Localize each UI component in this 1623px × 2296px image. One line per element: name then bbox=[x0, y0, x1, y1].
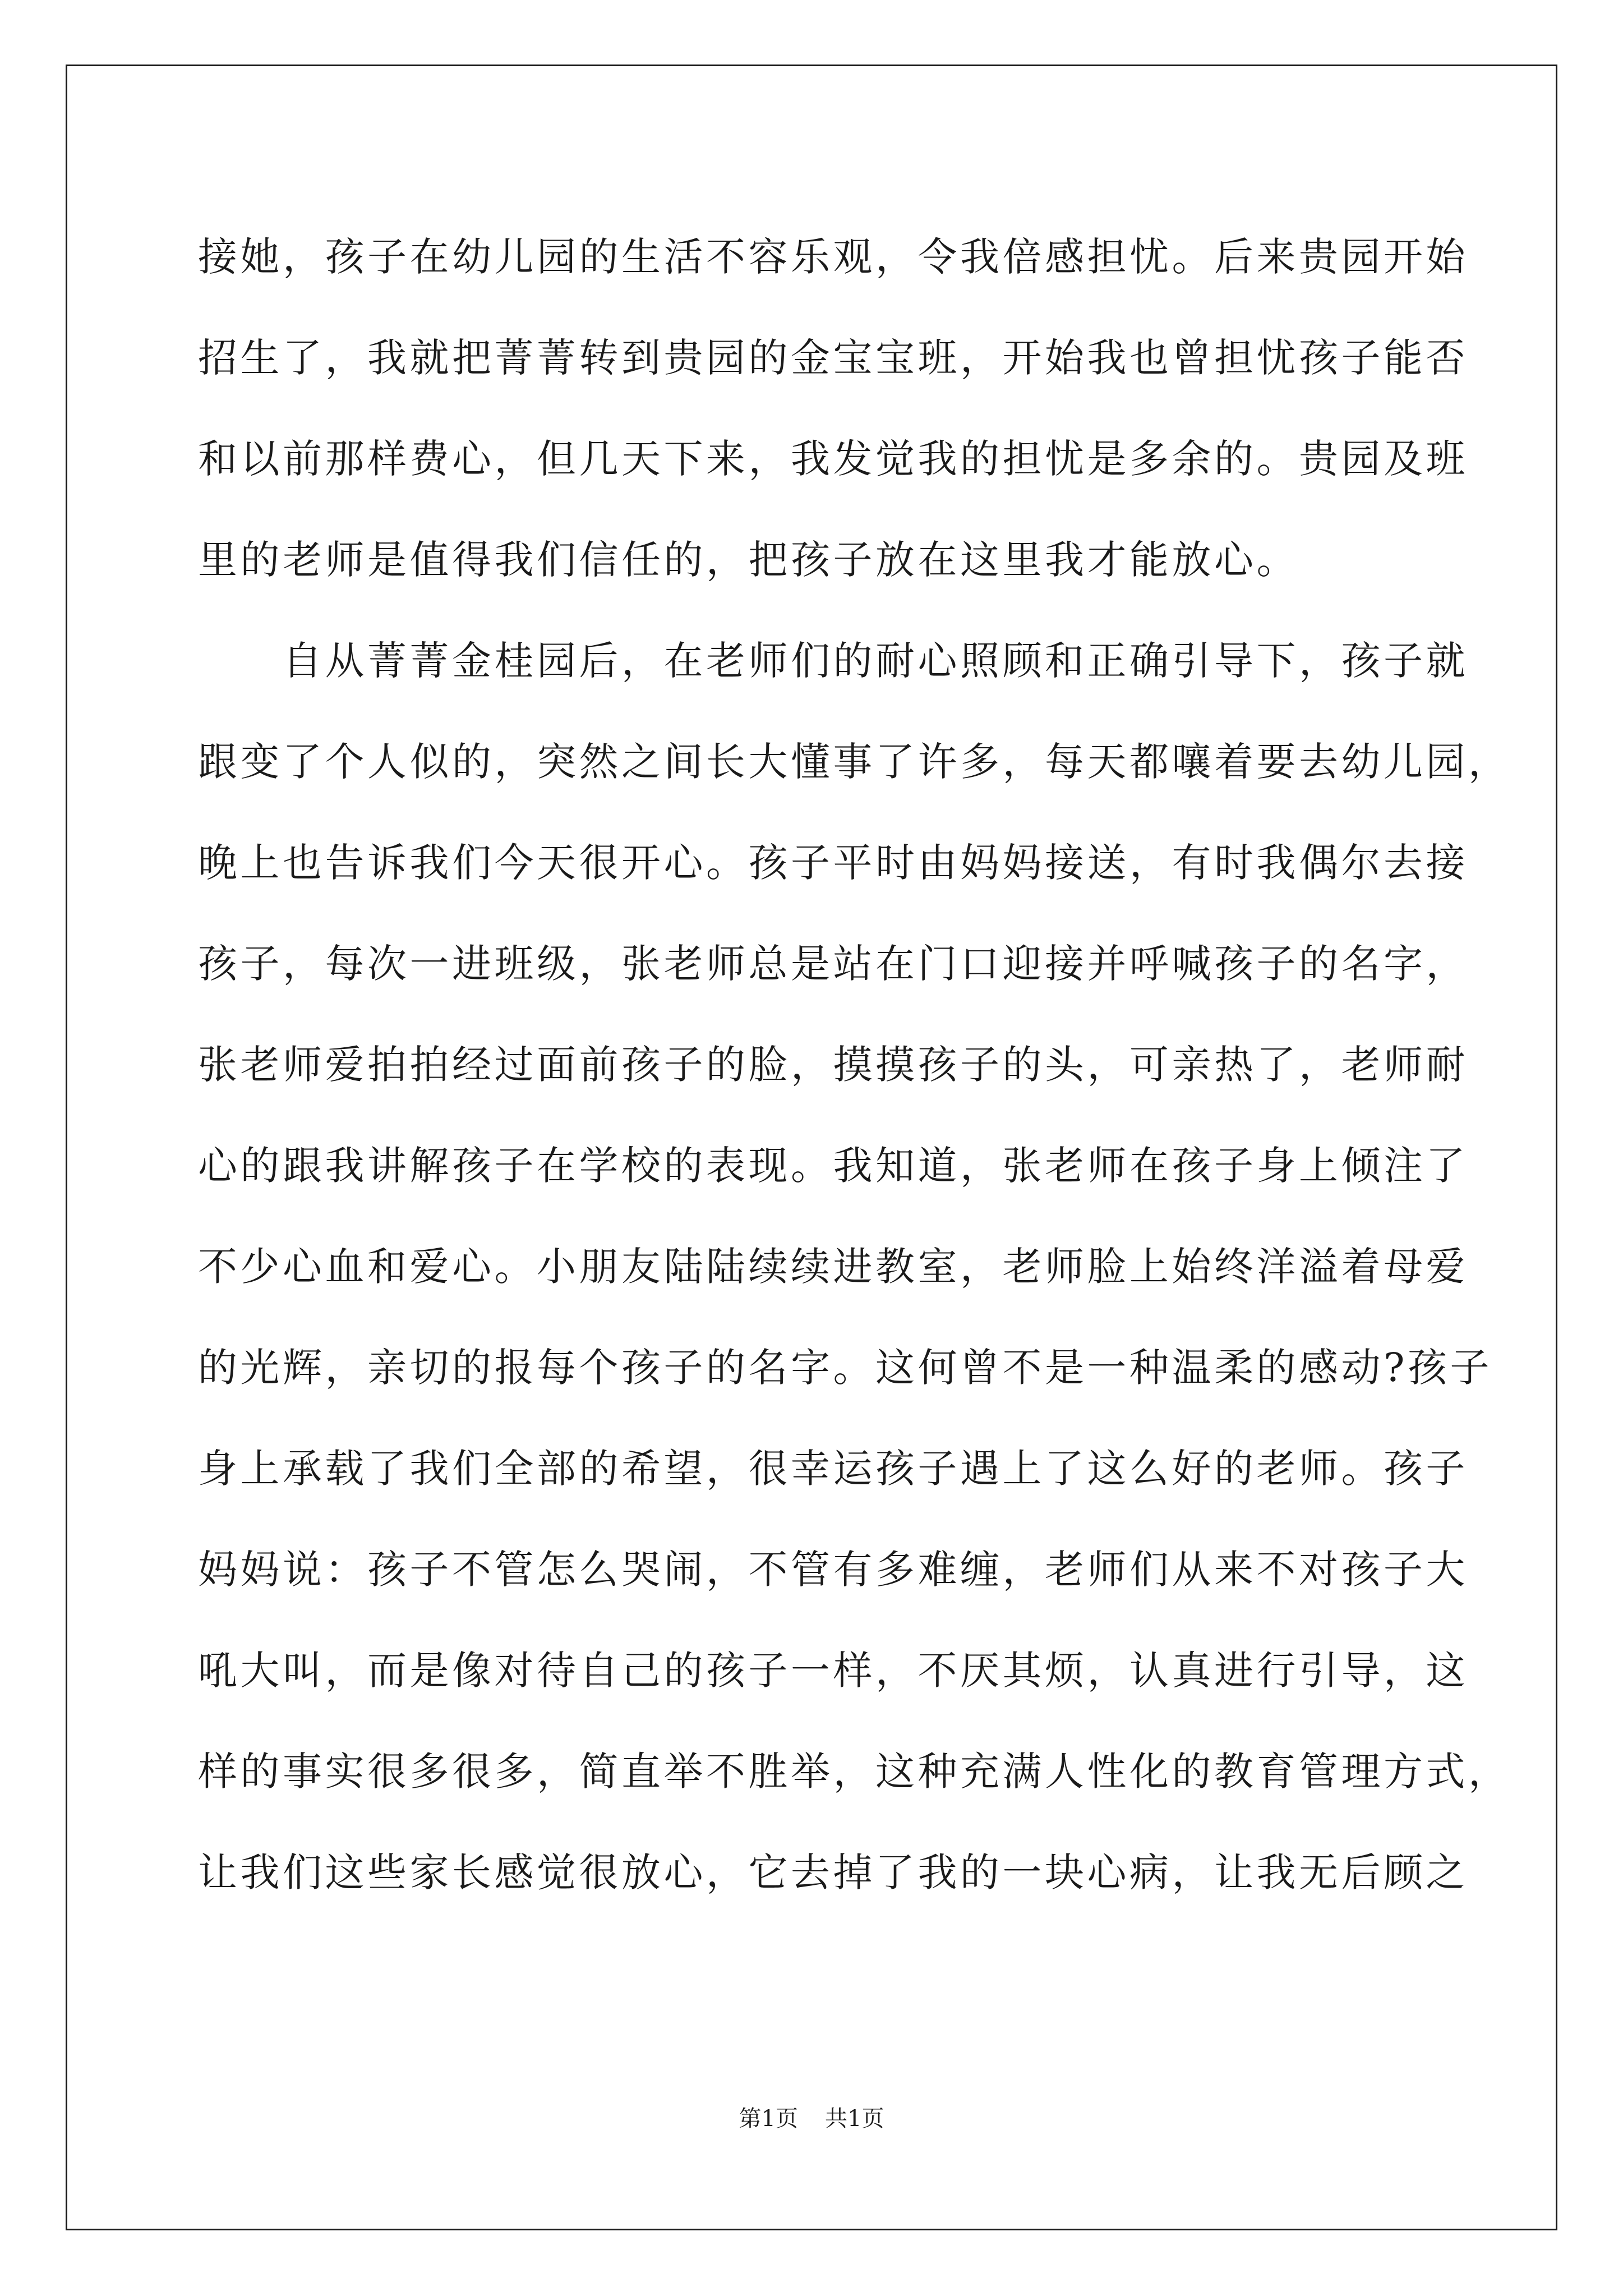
text-line: 接她，孩子在幼儿园的生活不容乐观，令我倍感担忧。后来贵园开始 bbox=[198, 234, 1468, 280]
page-footer bbox=[0, 2101, 1623, 2133]
text-line: 心的跟我讲解孩子在学校的表现。我知道，张老师在孩子身上倾注了 bbox=[198, 1143, 1468, 1189]
document-body bbox=[198, 206, 1511, 1923]
text-line: 自从菁菁金桂园后，在老师们的耐心照顾和正确引导下，孩子就 bbox=[198, 638, 1468, 684]
text-line: 让我们这些家长感觉很放心，它去掉了我的一块心病，让我无后顾之 bbox=[198, 1849, 1468, 1895]
text-line: 孩子，每次一进班级，张老师总是站在门口迎接并呼喊孩子的名字， bbox=[198, 941, 1468, 987]
page-number: 第1页 bbox=[739, 2106, 798, 2132]
text-line: 跟变了个人似的，突然之间长大懂事了许多，每天都嚷着要去幼儿园， bbox=[198, 739, 1511, 785]
paragraph-2 bbox=[198, 610, 1511, 1923]
text-line: 和以前那样费心，但几天下来，我发觉我的担忧是多余的。贵园及班 bbox=[198, 436, 1468, 482]
paragraph-1 bbox=[198, 206, 1468, 610]
text-line: 妈妈说：孩子不管怎么哭闹，不管有多难缠，老师们从来不对孩子大 bbox=[198, 1547, 1468, 1593]
text-line: 招生了，我就把菁菁转到贵园的金宝宝班，开始我也曾担忧孩子能否 bbox=[198, 335, 1468, 381]
page-total: 共1页 bbox=[825, 2106, 884, 2132]
text-line: 张老师爱拍拍经过面前孩子的脸，摸摸孩子的头，可亲热了，老师耐 bbox=[198, 1042, 1468, 1088]
text-line: 里的老师是值得我们信任的，把孩子放在这里我才能放心。 bbox=[198, 537, 1299, 583]
text-line: 晚上也告诉我们今天很开心。孩子平时由妈妈接送，有时我偶尔去接 bbox=[198, 840, 1468, 886]
text-line: 身上承载了我们全部的希望，很幸运孩子遇上了这么好的老师。孩子 bbox=[198, 1446, 1468, 1492]
text-line: 样的事实很多很多，简直举不胜举，这种充满人性化的教育管理方式， bbox=[198, 1749, 1511, 1795]
text-line: 不少心血和爱心。小朋友陆陆续续进教室，老师脸上始终洋溢着母爱 bbox=[198, 1244, 1468, 1290]
text-line: 的光辉，亲切的报每个孩子的名字。这何曾不是一种温柔的感动?孩子 bbox=[198, 1345, 1493, 1391]
text-line: 吼大叫，而是像对待自己的孩子一样，不厌其烦，认真进行引导，这 bbox=[198, 1648, 1468, 1694]
